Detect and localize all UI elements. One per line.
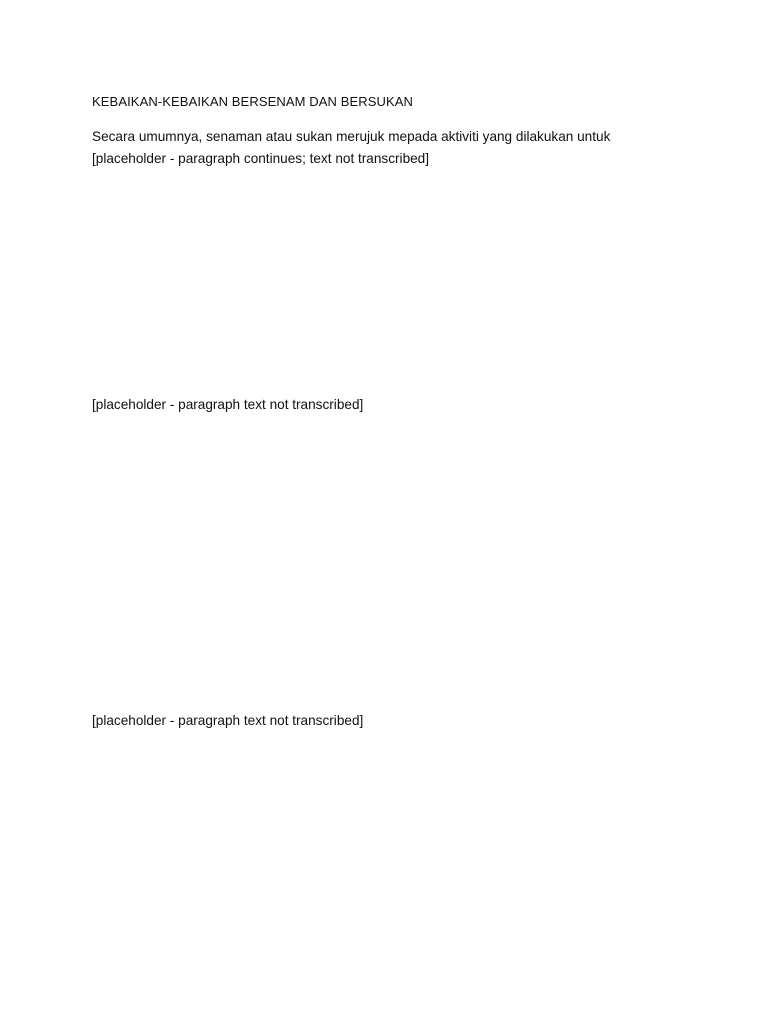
paragraph-1: Secara umumnya, senaman atau sukan merujuk mepada aktiviti yang dilakukan untuk [placeholder - paragraph continues; text not transcribed] bbox=[92, 129, 611, 166]
paragraph-3: [placeholder - paragraph text not transcribed] bbox=[92, 713, 364, 728]
paragraph-2: [placeholder - paragraph text not transcribed] bbox=[92, 397, 364, 412]
document-title: KEBAIKAN-KEBAIKAN BERSENAM DAN BERSUKAN bbox=[92, 94, 414, 109]
